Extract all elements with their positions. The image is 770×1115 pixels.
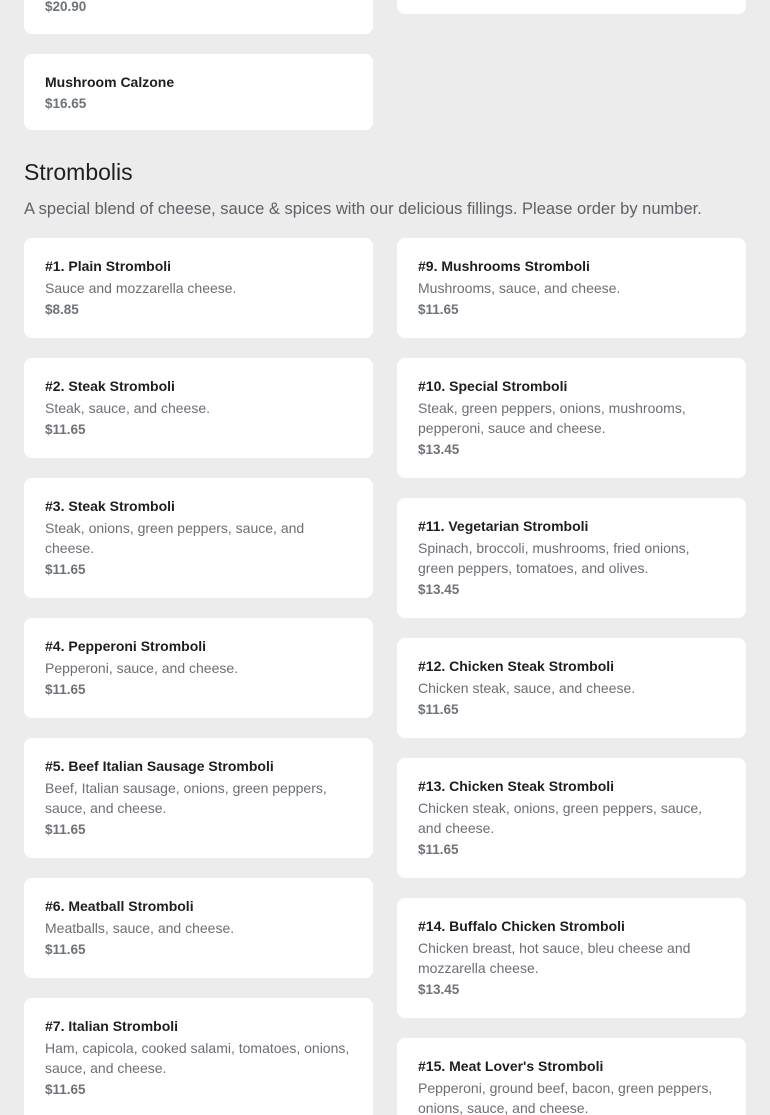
menu-item-card[interactable] (24, 878, 373, 978)
menu-item-description: Pepperoni, ground beef, bacon, green peppers, onions, sauce, and cheese. (418, 1080, 713, 1115)
menu-item-description: Chicken breast, hot sauce, bleu cheese and mozzarella cheese. (418, 940, 691, 976)
menu-item-card[interactable] (24, 998, 373, 1115)
menu-item-card[interactable] (24, 0, 373, 34)
menu-item-card[interactable] (397, 1038, 746, 1115)
menu-item-card[interactable] (24, 618, 373, 718)
menu-item-card[interactable] (24, 478, 373, 598)
section-title: Strombolis (24, 159, 133, 185)
menu-item-name: #6. Meatball Stromboli (45, 898, 194, 914)
menu-item-description: Ham, capicola, cooked salami, tomatoes, onions, sauce, and cheese. (45, 1040, 350, 1076)
menu-item-name: #1. Plain Stromboli (45, 258, 172, 274)
menu-item-name: #3. Steak Stromboli (45, 498, 175, 514)
menu-item-card[interactable] (397, 638, 746, 738)
menu-item-price: $11.65 (418, 702, 459, 717)
menu-item-card[interactable] (24, 738, 373, 858)
menu-item-card[interactable] (397, 238, 746, 338)
menu-item-price: $11.65 (418, 842, 459, 857)
menu-item-price: $11.65 (45, 562, 86, 577)
menu-item-price: $8.85 (45, 302, 79, 317)
menu-item-price: $11.65 (45, 422, 86, 437)
menu-item-name: #10. Special Stromboli (418, 378, 568, 394)
menu-item-description: Steak, sauce, and cheese. (45, 400, 210, 416)
menu-item-name: #11. Vegetarian Stromboli (418, 518, 589, 534)
menu-item-description: Steak, green peppers, onions, mushrooms, pepperoni, sauce and cheese. (418, 400, 686, 436)
menu-item-price: $11.65 (45, 1082, 86, 1097)
menu-item-price: $13.45 (418, 982, 460, 997)
menu-item-name: #14. Buffalo Chicken Stromboli (418, 918, 625, 934)
menu-item-card[interactable] (397, 498, 746, 618)
menu-item-card[interactable] (24, 238, 373, 338)
menu-item-name: #9. Mushrooms Stromboli (418, 258, 590, 274)
menu-item-description: Mushrooms, sauce, and cheese. (418, 280, 621, 296)
menu-item-description: Chicken steak, sauce, and cheese. (418, 680, 636, 696)
menu-item-name: #2. Steak Stromboli (45, 378, 175, 394)
menu-item-card[interactable] (24, 358, 373, 458)
menu-item-price: $20.90 (45, 0, 87, 14)
menu-item-description: Pepperoni, sauce, and cheese. (45, 660, 239, 676)
menu-item-name: #12. Chicken Steak Stromboli (418, 658, 615, 674)
menu-item-price: $11.65 (418, 302, 459, 317)
menu-item-description: Sauce and mozzarella cheese. (45, 280, 237, 296)
menu-item-name: #4. Pepperoni Stromboli (45, 638, 207, 654)
menu-item-description: Meatballs, sauce, and cheese. (45, 920, 235, 936)
section-description: A special blend of cheese, sauce & spices with our delicious fillings. Please order by number. (24, 200, 702, 218)
menu-item-name: #5. Beef Italian Sausage Stromboli (45, 758, 274, 774)
menu-item-name: Mushroom Calzone (45, 74, 175, 90)
menu-item-name: #13. Chicken Steak Stromboli (418, 778, 615, 794)
menu-item-description: Beef, Italian sausage, onions, green peppers, sauce, and cheese. (45, 780, 327, 816)
menu-item-price: $16.65 (45, 96, 87, 111)
menu-item-card[interactable] (397, 898, 746, 1018)
menu-item-price: $11.65 (45, 942, 86, 957)
menu-item-price: $13.45 (418, 442, 460, 457)
menu-item-name: #15. Meat Lover's Stromboli (418, 1058, 604, 1074)
menu-item-price: $11.65 (45, 682, 86, 697)
menu-item-card[interactable] (397, 758, 746, 878)
menu-item-price: $11.65 (45, 822, 86, 837)
menu-item-card[interactable] (397, 0, 746, 14)
menu-item-description: Spinach, broccoli, mushrooms, fried onions, green peppers, tomatoes, and olives. (418, 540, 690, 576)
menu-item-card[interactable] (397, 358, 746, 478)
menu-item-name: #7. Italian Stromboli (45, 1018, 179, 1034)
menu-item-price: $13.45 (418, 582, 460, 597)
menu-item-description: Steak, onions, green peppers, sauce, and cheese. (45, 520, 305, 556)
menu-item-card[interactable] (24, 54, 373, 130)
menu-item-description: Chicken steak, onions, green peppers, sauce, and cheese. (418, 800, 703, 836)
